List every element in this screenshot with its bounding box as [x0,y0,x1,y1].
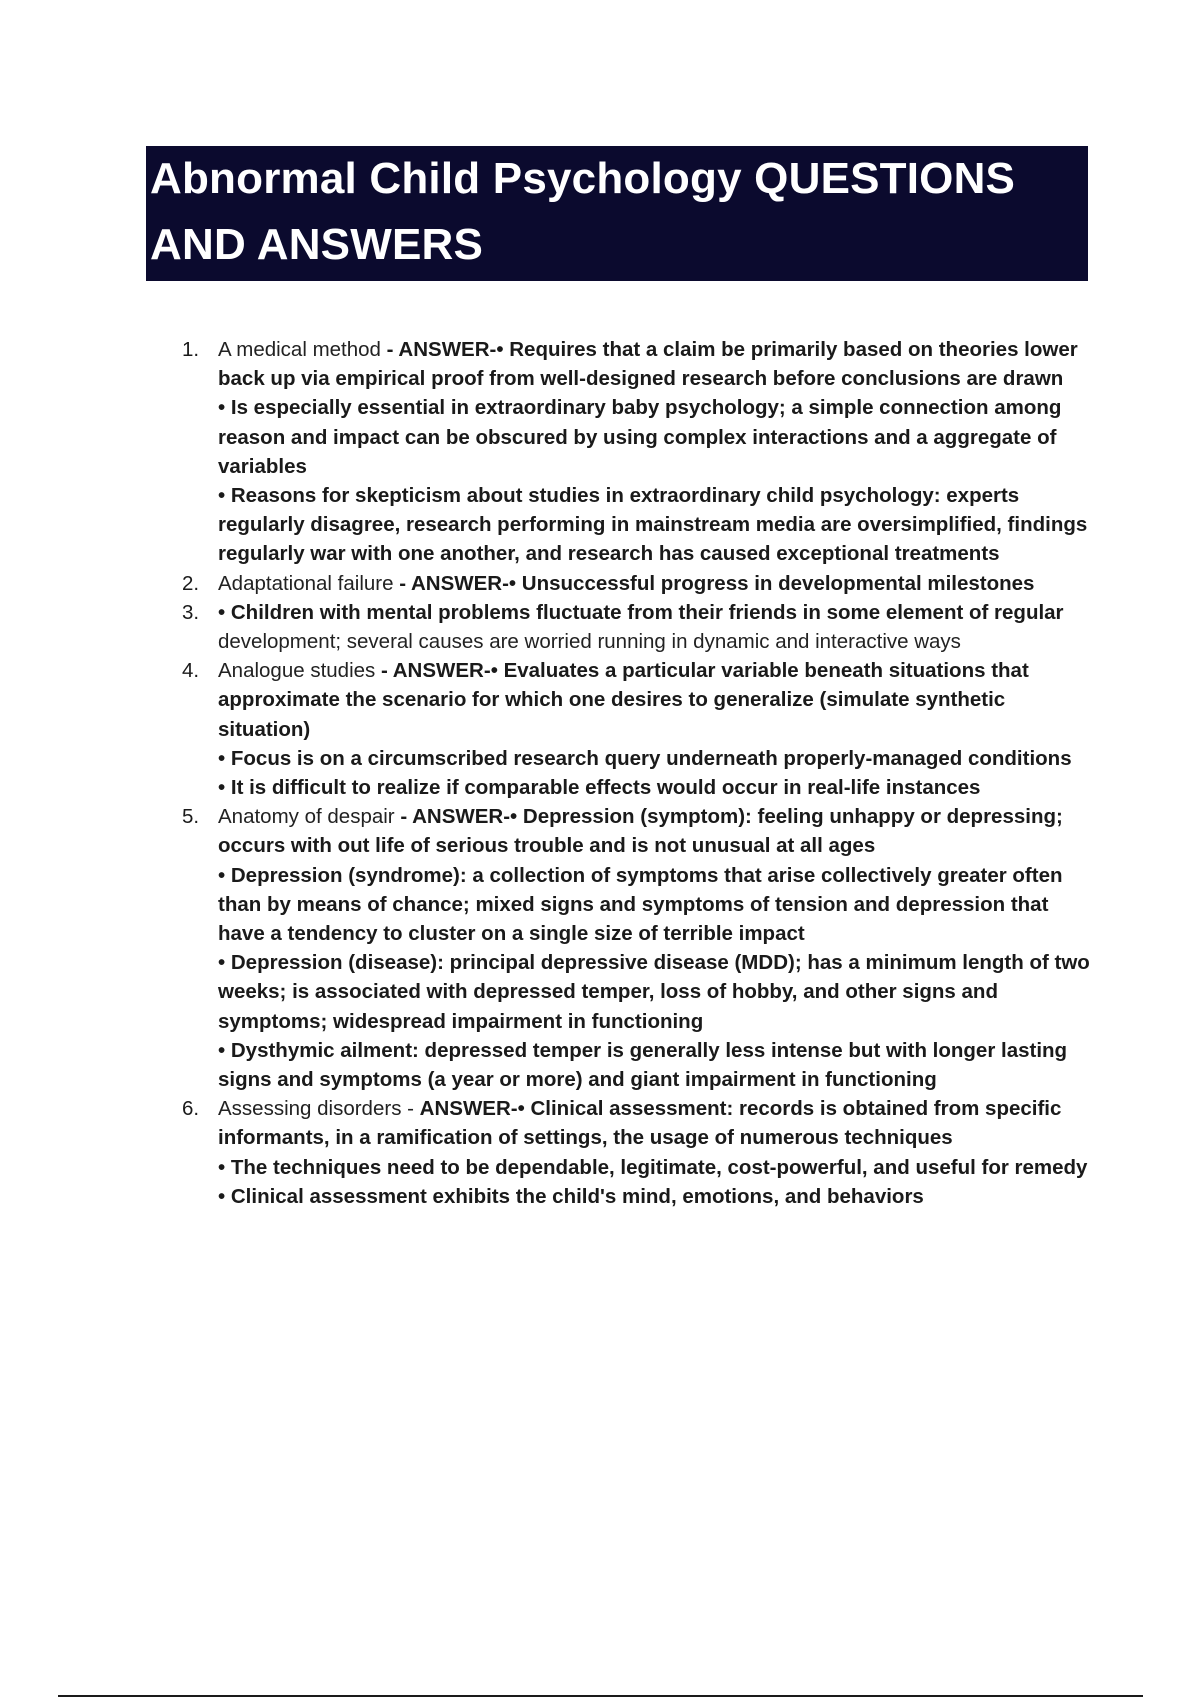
question-text: Analogue studies [218,659,376,683]
answer-separator: ANSWER- [419,1097,518,1121]
qa-item-6 [178,1094,1093,1211]
qa-item-1 [178,335,1093,569]
title-line-1: Abnormal Child Psychology QUESTIONS [150,154,1016,203]
footer-divider [58,1695,1143,1697]
item-number: 1. [182,338,200,361]
item-number: 3. [182,600,200,624]
question-text: Anatomy of despair [218,805,395,829]
question-text: A medical method [218,338,381,361]
item-number: 2. [182,571,200,595]
answer-line: • The techniques need to be dependable, legitimate, cost-powerful, and useful for remedy [218,1155,1088,1179]
answer-separator: - ANSWER- [394,805,511,829]
answer-line: • Focus is on a circumscribed research query underneath properly-managed conditions [218,746,1072,770]
item-number: 5. [182,805,200,829]
answer-line: • Reasons for skepticism about studies in extraordinary child psychology: experts regularly disagree, research performing in mainstream media are oversimplified, findings regularly war with one another, and research has caused exceptional treatments [218,484,1088,566]
item-number: 4. [182,659,200,683]
title-line-2: AND ANSWERS [150,220,484,269]
answer-line: • It is difficult to realize if comparable effects would occur in real-life instances [218,776,981,800]
question-text: Assessing disorders [218,1097,402,1121]
answer-line: • Requires that a claim be primarily based on theories lower back up via empirical proof from well-designed research before conclusions are drawn [218,338,1078,391]
answer-line: • Depression (syndrome): a collection of symptoms that arise collectively greater often than by means of chance; mixed signs and symptoms of tension and depression that have a tendency to cluster on a single size of terrible impact [218,863,1063,946]
answer-line: • Unsuccessful progress in developmental milestones [508,571,1035,595]
qa-item-2 [178,569,1093,598]
item-number: 6. [182,1097,200,1121]
answer-line: • Children with mental problems fluctuate from their friends in some element of regular [218,600,1064,624]
answer-separator: - ANSWER- [375,659,491,683]
answer-line: • Is especially essential in extraordinary baby psychology; a simple connection among reason and impact can be obscured by using complex interactions and a aggregate of variables [218,396,1062,478]
question-text: Adaptational failure [218,571,394,595]
answer-line: • Depression (symptom): feeling unhappy or depressing; occurs with out life of serious trouble and is not unusual at all ages [218,805,1063,858]
answer-line: • Clinical assessment: records is obtained from specific informants, in a ramification of settings, the usage of numerous techniques [218,1097,1062,1150]
qa-item-5 [178,802,1093,1094]
answer-line: • Dysthymic ailment: depressed temper is generally less intense but with longer lasting signs and symptoms (a year or more) and giant impairment in functioning [218,1038,1068,1092]
document-title [150,146,1084,278]
qa-item-3 [178,598,1093,656]
title-banner [146,146,1088,281]
answer-line: • Depression (disease): principal depressive disease (MDD); has a minimum length of two weeks; is associated with depressed temper, loss of hobby, and other signs and symptoms; widespread impairment in functioning [218,951,1090,1033]
qa-item-4 [178,656,1093,802]
answer-separator: - ANSWER- [393,571,509,595]
answer-separator: - ANSWER- [380,338,497,361]
answer-line: • Evaluates a particular variable beneath situations that approximate the scenario for which one desires to generalize (simulate synthetic situation) [218,659,1029,741]
answer-separator-dash: - [401,1097,420,1121]
answer-line: • Clinical assessment exhibits the child's mind, emotions, and behaviors [218,1184,924,1208]
answer-continuation: development; several causes are worried running in dynamic and interactive ways [218,630,961,654]
qa-list [178,335,1093,1211]
